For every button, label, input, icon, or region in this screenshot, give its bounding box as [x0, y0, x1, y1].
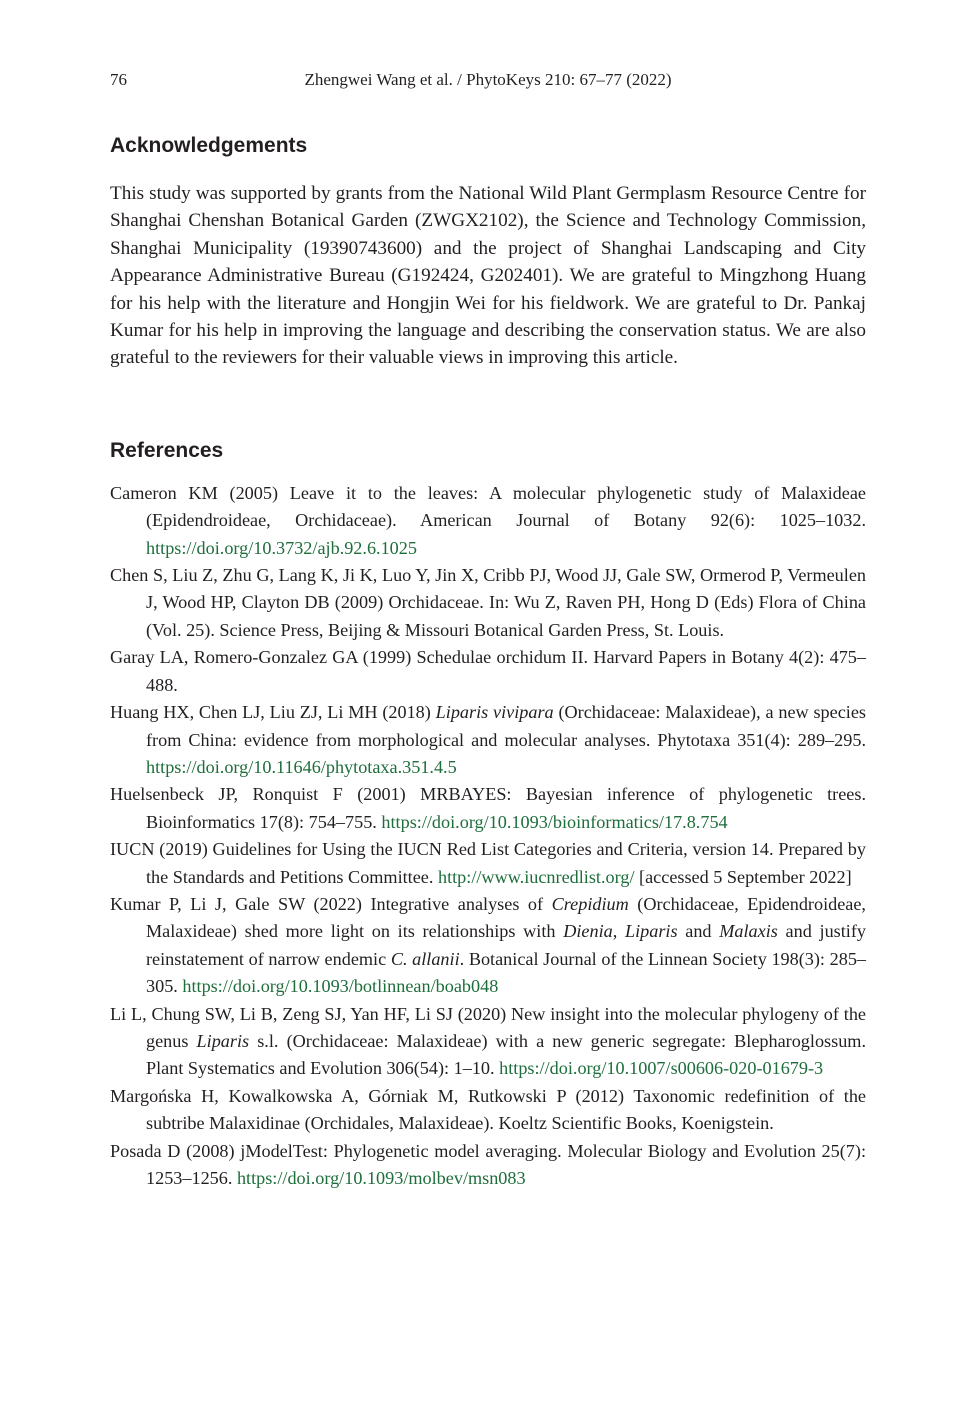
running-head: Zhengwei Wang et al. / PhytoKeys 210: 67–77 (2022) — [304, 70, 672, 89]
reference-item: Garay LA, Romero-Gonzalez GA (1999) Schedulae orchidum II. Harvard Papers in Botany 4(2): 475–488. — [110, 647, 866, 695]
reference-item: IUCN (2019) Guidelines for Using the IUCN Red List Categories and Criteria, version 14. Prepared by the Standards and Petitions Committee. http://www.iucnredlist.org/ [accessed 5 September 2022] — [110, 839, 866, 887]
doi-link[interactable]: https://doi.org/10.11646/phytotaxa.351.4.5 — [146, 756, 457, 777]
doi-link[interactable]: https://doi.org/10.1093/molbev/msn083 — [236, 1168, 526, 1188]
doi-link[interactable]: https://doi.org/10.1007/s00606-020-01679-3 — [499, 1058, 824, 1079]
url-link[interactable]: http://www.iucnredlist.org/ — [437, 866, 635, 887]
reference-item: Chen S, Liu Z, Zhu G, Lang K, Ji K, Luo Y, Jin X, Cribb PJ, Wood JJ, Gale SW, Ormerod P, Vermeulen J, Wood HP, Clayton DB (2009) Orchidaceae. In: Wu Z, Raven PH, Hong D (Eds) Flora of China (Vol. 25). Science Press, Beijing & Missouri Botanical Garden Press, St. Louis. — [110, 565, 866, 640]
doi-link[interactable]: https://doi.org/10.1093/bioinformatics/17.8.754 — [381, 811, 728, 832]
acknowledgements-text: This study was supported by grants from the National Wild Plant Germplasm Resource Centre for Shanghai Chenshan Botanical Garden (ZWGX2102), the Science and Technology Commission, Shanghai Municipality (19390743600) and the project of Shanghai Landscaping and City Appearance Administrative Bureau (G192424, G202401). We are grateful to Mingzhong Huang for his help with the literature and Hongjin Wei for his fieldwork. We are grateful to Dr. Pankaj Kumar for his help in improving the language and describing the conservation status. We are also grateful to the reviewers for their valuable views in improving this article. — [110, 183, 866, 369]
reference-item: Li L, Chung SW, Li B, Zeng SJ, Yan HF, Li SJ (2020) New insight into the molecular phylogeny of the genus Liparis s.l. (Orchidaceae: Malaxideae) with a new generic segregate: Blepharoglossum. Plant Systematics and Evolution 306(54): 1–10. https://doi.org/10.1007/s00606-020-01679-3 — [110, 1003, 866, 1079]
reference-list — [110, 480, 866, 1193]
reference-item: Posada D (2008) jModelTest: Phylogenetic model averaging. Molecular Biology and Evolution 25(7): 1253–1256. https://doi.org/10.1093/molbev/msn083 — [110, 1140, 866, 1188]
page-content — [110, 130, 866, 1192]
reference-item: Cameron KM (2005) Leave it to the leaves: A molecular phylogenetic study of Malaxideae (Epidendroideae, Orchidaceae). American Journal of Botany 92(6): 1025–1032. https://doi.org/10.3732/ajb.92.6.1025 — [110, 482, 866, 558]
reference-item: Margońska H, Kowalkowska A, Górniak M, Rutkowski P (2012) Taxonomic redefinition of the subtribe Malaxidinae (Orchidales, Malaxideae). Koeltz Scientific Books, Koenigstein. — [110, 1085, 866, 1134]
reference-item: Huang HX, Chen LJ, Liu ZJ, Li MH (2018) Liparis vivipara (Orchidaceae: Malaxideae), a new species from China: evidence from morphological and molecular analyses. Phytotaxa 351(4): 289–295. https://doi.org/10.11646/phytotaxa.351.4.5 — [110, 702, 866, 777]
reference-item: Kumar P, Li J, Gale SW (2022) Integrative analyses of Crepidium (Orchidaceae, Epidendroideae, Malaxideae) shed more light on its relationships with Dienia, Liparis and Malaxis and justify reinstatement of narrow endemic C. allanii. Botanical Journal of the Linnean Society 198(3): 285–305. https://doi.org/10.1093/botlinnean/boab048 — [110, 893, 867, 997]
page-number: 76 — [110, 70, 127, 89]
references-heading: References — [110, 438, 224, 462]
doi-link[interactable]: https://doi.org/10.1093/botlinnean/boab048 — [182, 976, 499, 997]
running-header — [110, 67, 866, 93]
reference-item: Huelsenbeck JP, Ronquist F (2001) MRBAYES: Bayesian inference of phylogenetic trees. Bioinformatics 17(8): 754–755. https://doi.org/10.1093/bioinformatics/17.8.754 — [110, 784, 866, 832]
acknowledgements-heading: Acknowledgements — [110, 134, 308, 157]
doi-link[interactable]: https://doi.org/10.3732/ajb.92.6.1025 — [146, 537, 417, 558]
